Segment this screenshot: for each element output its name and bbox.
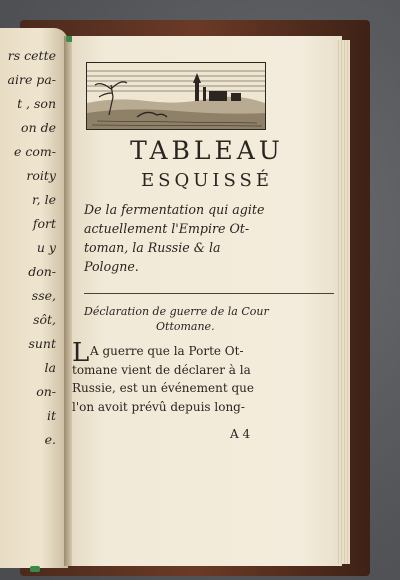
ribbon-marker-bottom [30,566,40,572]
subtitle-line: De la fermentation qui agite [84,202,265,217]
section-title [84,304,334,334]
drop-capital: L [72,338,90,368]
page-fore-edge [338,40,350,564]
left-page-line: aire pa- [7,72,56,87]
body-text [72,342,262,416]
horizontal-rule [84,293,334,294]
left-page-line: sôt, [33,312,56,327]
title-sub: ESQUISSÉ [141,170,273,191]
signature-mark: A 4 [230,427,251,441]
subtitle-line: toman, la Russie & la [84,240,221,255]
engraved-vignette [86,62,266,130]
subtitle [84,200,334,276]
left-page-line: t , son [17,96,56,111]
body-line: l'on avoit prévû depuis long- [72,399,245,414]
left-page-line: la [44,360,56,375]
body-line: Russie, est un événement que [72,381,254,395]
subtitle-line: actuellement l'Empire Ot- [84,221,250,236]
left-page-line: r, le [32,192,56,207]
left-page-line: on- [36,384,56,399]
title-main: TABLEAU [130,136,284,165]
section-title-line: Ottomane. [156,320,215,333]
left-page [0,28,68,568]
left-page-line: roity [26,168,56,183]
left-page-line: fort [32,216,56,231]
left-page-line: rs cette [7,48,56,63]
left-page-line: sse, [31,288,56,303]
body-line: A guerre que la Porte Ot- [90,344,244,358]
left-page-line: e com- [14,144,56,159]
left-page-line: u y [36,240,56,255]
section-title-line: Déclaration de guerre de la Cour [84,305,269,318]
body-line: tomane vient de déclarer à la [72,362,251,377]
subtitle-line: Pologne. [84,259,139,274]
left-page-line: don- [28,264,56,279]
left-page-line: on de [21,120,56,135]
left-page-line: sunt [28,336,56,351]
left-page-line: e. [44,432,56,447]
left-page-line: it [46,408,56,423]
